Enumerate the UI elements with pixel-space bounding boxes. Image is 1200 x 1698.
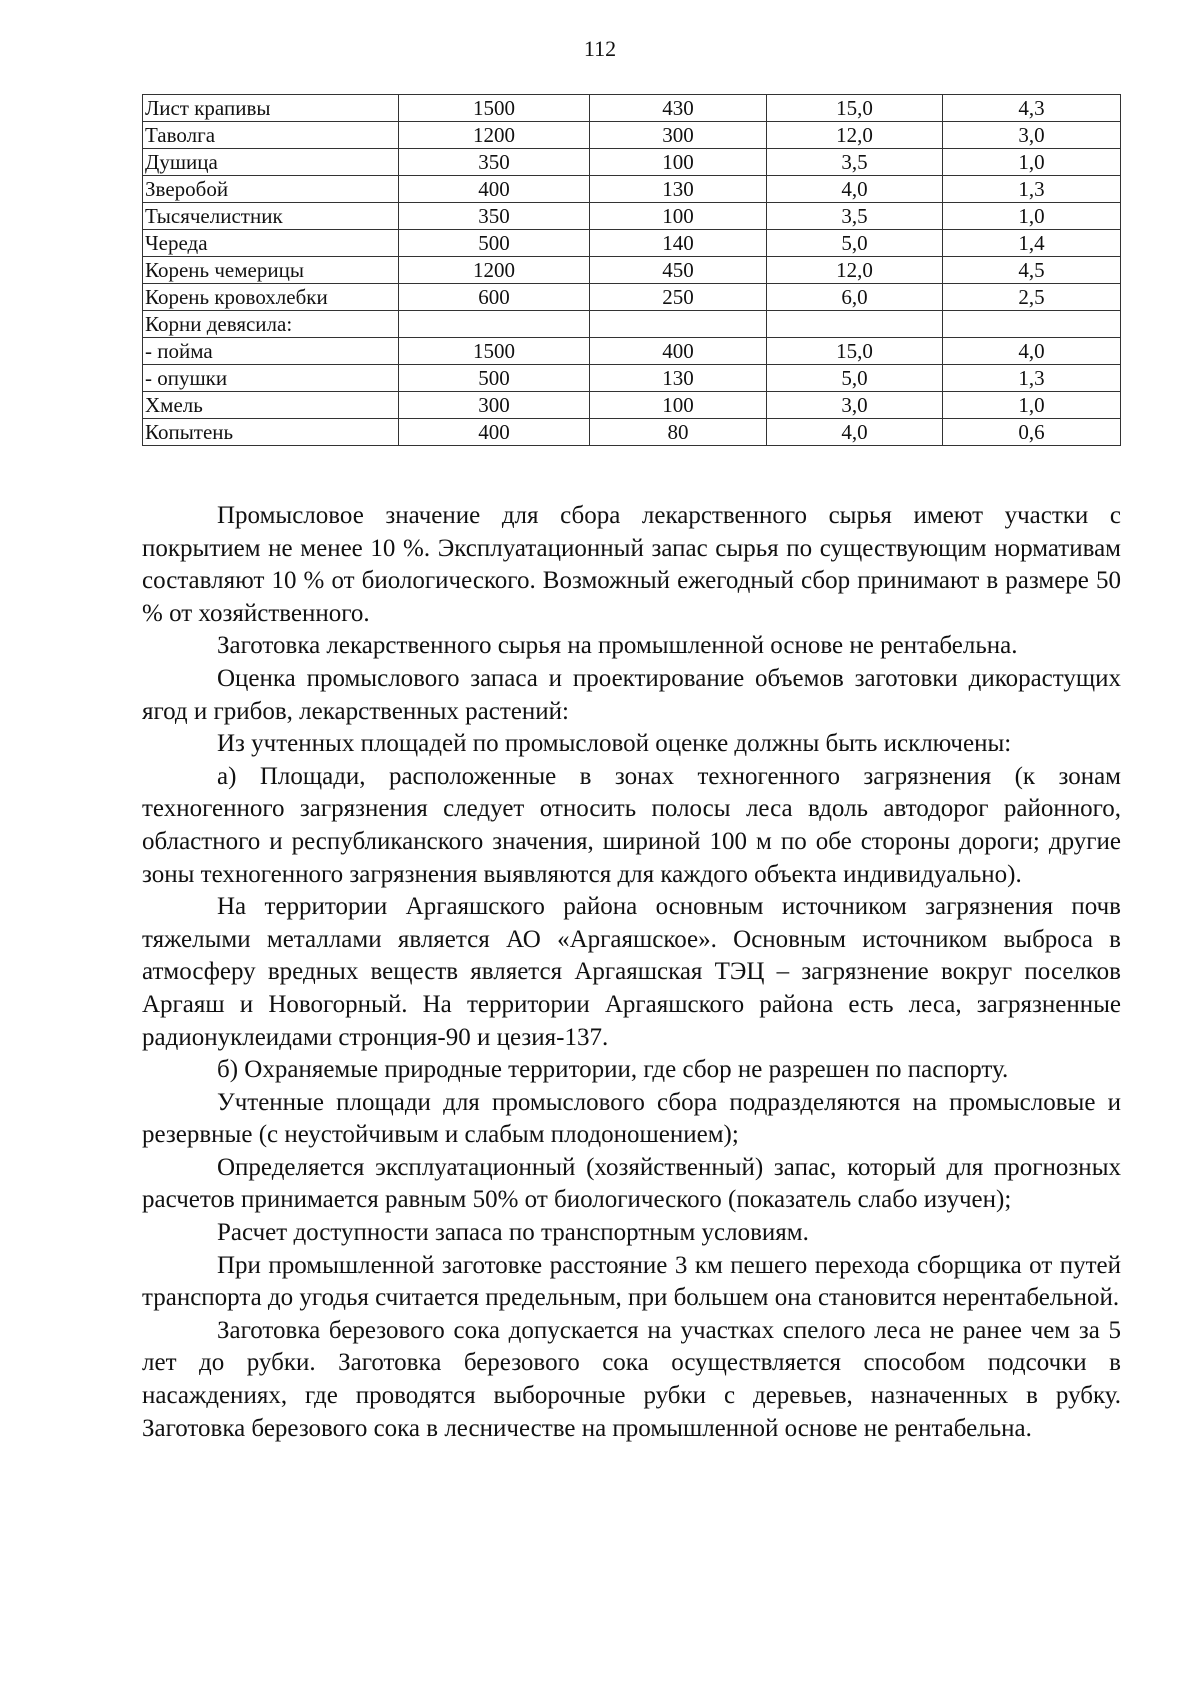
- table-cell: 1,0: [943, 149, 1121, 176]
- table-row: [143, 203, 1121, 230]
- table-cell-name: Хмель: [143, 392, 399, 419]
- table-cell: 5,0: [767, 230, 943, 257]
- table-cell: 12,0: [767, 122, 943, 149]
- table-cell: 1,0: [943, 203, 1121, 230]
- table-row: [143, 257, 1121, 284]
- table-cell: 350: [399, 203, 590, 230]
- table-cell: 3,5: [767, 149, 943, 176]
- table-cell: [590, 311, 767, 338]
- table-row: [143, 284, 1121, 311]
- resource-table: [142, 94, 1121, 446]
- paragraph: Заготовка березового сока допускается на участках спелого леса не ранее чем за 5 лет до рубки. Заготовка березового сока осуществляется способом подсочки в насаждениях, где проводятся выборочные рубки с деревьев, назначенных в рубку. Заготовка березового сока в лесничестве на промышленной основе не рентабельна.: [142, 1316, 1121, 1442]
- paragraph: а) Площади, расположенные в зонах техногенного загрязнения (к зонам техногенного загрязнения следует относить полосы леса вдоль автодорог районного, областного и республиканского значения, шириной 100 м по обе стороны дороги; другие зоны техногенного загрязнения выявляются для каждого объекта индивидуально).: [142, 762, 1121, 888]
- table-cell: 100: [590, 149, 767, 176]
- table-cell: 1500: [399, 95, 590, 122]
- table-cell: 5,0: [767, 365, 943, 392]
- table-cell: 500: [399, 365, 590, 392]
- table-cell-name: Корни девясила:: [143, 311, 399, 338]
- table-cell: 1500: [399, 338, 590, 365]
- table-cell: 15,0: [767, 338, 943, 365]
- table-cell-name: Тысячелистник: [143, 203, 399, 230]
- table-cell-name: Таволга: [143, 122, 399, 149]
- table-cell: [399, 311, 590, 338]
- table-cell: 4,0: [767, 419, 943, 446]
- table-cell: 4,3: [943, 95, 1121, 122]
- body-text: [142, 500, 1121, 1445]
- table-cell: 300: [399, 392, 590, 419]
- table-cell: 1200: [399, 257, 590, 284]
- table-cell-name: Корень чемерицы: [143, 257, 399, 284]
- table-cell: 300: [590, 122, 767, 149]
- paragraph: Расчет доступности запаса по транспортным условиям.: [217, 1219, 809, 1247]
- table-cell-name: Копытень: [143, 419, 399, 446]
- table-cell-name: Корень кровохлебки: [143, 284, 399, 311]
- table-cell: 350: [399, 149, 590, 176]
- paragraph: Из учтенных площадей по промысловой оценке должны быть исключены:: [217, 730, 1012, 758]
- table-cell: 130: [590, 176, 767, 203]
- table-cell: 0,6: [943, 419, 1121, 446]
- table-cell: 6,0: [767, 284, 943, 311]
- table-cell: 600: [399, 284, 590, 311]
- table-cell: 4,0: [767, 176, 943, 203]
- paragraph: Оценка промыслового запаса и проектирование объемов заготовки дикорастущих ягод и грибов, лекарственных растений:: [142, 664, 1121, 725]
- table-cell: 400: [399, 176, 590, 203]
- table-cell: 400: [399, 419, 590, 446]
- table-cell: 500: [399, 230, 590, 257]
- table-cell: 250: [590, 284, 767, 311]
- table-cell: [767, 311, 943, 338]
- table-cell: 430: [590, 95, 767, 122]
- table-cell-name: Душица: [143, 149, 399, 176]
- table-row: [143, 95, 1121, 122]
- table-row: [143, 419, 1121, 446]
- paragraph: Промысловое значение для сбора лекарственного сырья имеют участки с покрытием не менее 10 %. Эксплуатационный запас сырья по существующим нормативам составляют 10 % от биологического. Возможный ежегодный сбор принимают в размере 50 % от хозяйственного.: [142, 502, 1121, 627]
- table-cell: 12,0: [767, 257, 943, 284]
- paragraph: При промышленной заготовке расстояние 3 км пешего перехода сборщика от путей транспорта до угодья считается предельным, при большем она становится нерентабельной.: [142, 1251, 1121, 1312]
- table-row: [143, 311, 1121, 338]
- table-cell: 130: [590, 365, 767, 392]
- table-cell: 3,0: [767, 392, 943, 419]
- table-cell: 3,5: [767, 203, 943, 230]
- table-cell: 1,0: [943, 392, 1121, 419]
- table-cell: 1,3: [943, 176, 1121, 203]
- table-cell: 100: [590, 203, 767, 230]
- table-cell: 1200: [399, 122, 590, 149]
- table-cell: 15,0: [767, 95, 943, 122]
- table-cell: 1,3: [943, 365, 1121, 392]
- table-row: [143, 122, 1121, 149]
- paragraph: Учтенные площади для промыслового сбора подразделяются на промысловые и резервные (с неустойчивым и слабым плодоношением);: [142, 1088, 1121, 1149]
- paragraph: Определяется эксплуатационный (хозяйственный) запас, который для прогнозных расчетов принимается равным 50% от биологического (показатель слабо изучен);: [142, 1153, 1121, 1214]
- table-cell-name: Лист крапивы: [143, 95, 399, 122]
- table-cell: 4,0: [943, 338, 1121, 365]
- table-cell: 1,4: [943, 230, 1121, 257]
- paragraph: б) Охраняемые природные территории, где сбор не разрешен по паспорту.: [217, 1056, 1009, 1084]
- paragraph: Заготовка лекарственного сырья на промышленной основе не рентабельна.: [217, 632, 1018, 660]
- table-row: [143, 176, 1121, 203]
- table-row: [143, 365, 1121, 392]
- table-cell: 3,0: [943, 122, 1121, 149]
- table-cell: 400: [590, 338, 767, 365]
- table-cell-name: - опушки: [143, 365, 399, 392]
- paragraph: На территории Аргаяшского района основным источником загрязнения почв тяжелыми металлами является АО «Аргаяшское». Основным источником выброса в атмосферу вредных веществ является Аргаяшская ТЭЦ – загрязнение вокруг поселков Аргаяш и Новогорный. На территории Аргаяшского района есть леса, загрязненные радионуклеидами стронция-90 и цезия-137.: [142, 893, 1121, 1051]
- table-row: [143, 338, 1121, 365]
- table-cell-name: Череда: [143, 230, 399, 257]
- table-cell: 4,5: [943, 257, 1121, 284]
- table-cell: 80: [590, 419, 767, 446]
- table-cell: 450: [590, 257, 767, 284]
- table-row: [143, 230, 1121, 257]
- table-cell: 2,5: [943, 284, 1121, 311]
- page-number: 112: [583, 36, 617, 61]
- table-row: [143, 392, 1121, 419]
- table-cell: [943, 311, 1121, 338]
- table-cell-name: - пойма: [143, 338, 399, 365]
- table-cell: 140: [590, 230, 767, 257]
- table-cell: 100: [590, 392, 767, 419]
- table-row: [143, 149, 1121, 176]
- table-cell-name: Зверобой: [143, 176, 399, 203]
